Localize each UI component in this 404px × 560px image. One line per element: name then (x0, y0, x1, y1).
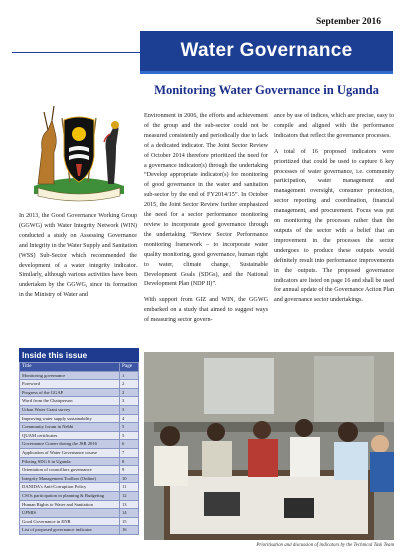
toc-title[interactable]: Foreword (20, 380, 120, 389)
coat-of-arms-icon (24, 90, 134, 202)
table-of-contents (19, 348, 139, 535)
toc-page: 8 (120, 457, 139, 466)
toc-row[interactable] (20, 423, 139, 432)
toc-title[interactable]: Governance Corner during the JSR 2016 (20, 440, 120, 449)
toc-row[interactable] (20, 474, 139, 483)
article-column-1 (19, 212, 137, 307)
toc-page: 14 (120, 509, 139, 518)
article-headline: Monitoring Water Governance in Uganda (154, 83, 379, 97)
toc-row[interactable] (20, 457, 139, 466)
toc-title[interactable]: Human Rights to Water and Sanitation (20, 500, 120, 509)
toc-row[interactable] (20, 500, 139, 509)
toc-title[interactable]: Integrity Management Toolbox (Online) (20, 474, 120, 483)
toc-title[interactable]: Good Governance in ENR (20, 517, 120, 526)
toc-row[interactable] (20, 414, 139, 423)
toc-header-row (20, 363, 139, 372)
toc-page: 2 (120, 380, 139, 389)
meeting-photo-illustration (144, 352, 394, 540)
toc-title[interactable]: Orientation of councillors governance (20, 466, 120, 475)
toc-row[interactable] (20, 483, 139, 492)
toc-title[interactable]: Word from the Chairperson (20, 397, 120, 406)
article-paragraph: A total of 16 proposed indicators were prioritized that could be used to capture 6 key processes of water governance, i.e. community participation, water management and management oversight, consumer protection, sector reporting and coordination, financial management, and procurement. Focus was put on monitoring the processes rather than the outputs of the sector with a belief that an improvement in the processes the sector undergoes to produce these outputs would definitely result into performance improvements in the outputs. The proposed governance indicators are listed on page 16 and shall be used for annual update of the Governance Action Plan and governance sector undertakings. (274, 148, 394, 304)
toc-page: 3 (120, 397, 139, 406)
toc-title[interactable]: CSOs participation in planning & Budgeting (20, 491, 120, 500)
toc-page: 5 (120, 431, 139, 440)
toc-col-title: Title (20, 363, 120, 372)
toc-page: 4 (120, 414, 139, 423)
article-paragraph: ance by use of indices, which are precise, easy to compile and aligned with the performance indicators that reflect the governance processes. (274, 113, 394, 139)
article-paragraph: With support from GIZ and WIN, the GGWG embarked on a study that aimed to suggest ways of measuring sector govern- (144, 297, 268, 324)
toc-page: 1 (120, 371, 139, 380)
toc-row[interactable] (20, 397, 139, 406)
article-paragraph: In 2013, the Good Governance Working Group (GGWG) with Water Integrity Network (WIN) conducted a study on Assessing Governance and Integrity in the Water Supply and Sanitation (WSS) Sub-Sector which recommended the development of a water integrity indicator. Similarly, although various activities have been undertaken by the GGWG, since its formation in the Ministry of Water and (19, 213, 137, 299)
toc-page: 7 (120, 448, 139, 457)
toc-row[interactable] (20, 509, 139, 518)
toc-page: 12 (120, 491, 139, 500)
toc-row[interactable] (20, 371, 139, 380)
photo-caption: Prioritisation and discussion of indicators by the Technical Task Team (256, 543, 394, 548)
toc-title[interactable]: Urban Water Grant survey (20, 405, 120, 414)
toc-page: 13 (120, 500, 139, 509)
toc-row[interactable] (20, 440, 139, 449)
toc-page: 11 (120, 483, 139, 492)
article-column-3 (274, 112, 394, 312)
toc-page: 10 (120, 474, 139, 483)
toc-row[interactable] (20, 448, 139, 457)
toc-row[interactable] (20, 405, 139, 414)
toc-page: 5 (120, 423, 139, 432)
toc-title[interactable]: Improving water supply sustainability (20, 414, 120, 423)
toc-title[interactable]: DANIDA’s Anti-Corruption Policy (20, 483, 120, 492)
toc-row[interactable] (20, 431, 139, 440)
toc-title[interactable]: QUAM certificates (20, 431, 120, 440)
toc-title[interactable]: Community forum in Nebbi (20, 423, 120, 432)
article-paragraph: Environment in 2006, the efforts and achievement of the group and the sub-sector could not be measured consistently and periodically due to lack of a dedicated indicator. The Joint Sector Review of October 2014 therefore prioritized the need for a governance indicator(s) through the undertaking “Develop appropriate indicator(s) for monitoring of good governance in the water and sanitation sub-sector by the end of FY2014/15”. In October 2015, the Joint Sector Review further emphasized the need for a sector performance monitoring review to incorporate good governance through the undertaking “Review Sector Performance monitoring framework – to incorporate water quality monitoring, good governance, human right to water, climate change, Sustainable Development Goals (SDGs), and the National Development Plan (NDP II)”. (144, 113, 268, 288)
toc-page: 6 (120, 440, 139, 449)
toc-row[interactable] (20, 466, 139, 475)
toc-row[interactable] (20, 517, 139, 526)
toc-page: 15 (120, 517, 139, 526)
toc-heading: Inside this issue (22, 350, 88, 360)
toc-row[interactable] (20, 380, 139, 389)
toc-page: 3 (120, 405, 139, 414)
coat-of-arms-emblem (24, 90, 134, 202)
toc-table (19, 362, 139, 535)
toc-title[interactable]: Application of Water Governance course (20, 448, 120, 457)
toc-title[interactable]: Progress of the GGAP (20, 388, 120, 397)
header-rule (12, 52, 140, 53)
toc-title[interactable]: Monitoring governance (20, 371, 120, 380)
newsletter-title: Water Governance (180, 40, 353, 61)
toc-title[interactable]: Piloting SDG 6 in Uganda (20, 457, 120, 466)
toc-title[interactable]: List of proposed governance indicator (20, 526, 120, 535)
toc-row[interactable] (20, 388, 139, 397)
article-column-2 (144, 112, 268, 332)
issue-date: September 2016 (316, 17, 381, 27)
toc-title[interactable]: UPMIS (20, 509, 120, 518)
toc-page: 9 (120, 466, 139, 475)
meeting-photo (144, 352, 394, 540)
masthead-banner (140, 31, 393, 74)
toc-row[interactable] (20, 491, 139, 500)
toc-page: 2 (120, 388, 139, 397)
toc-page: 16 (120, 526, 139, 535)
toc-col-page: Page (120, 363, 139, 372)
toc-row[interactable] (20, 526, 139, 535)
